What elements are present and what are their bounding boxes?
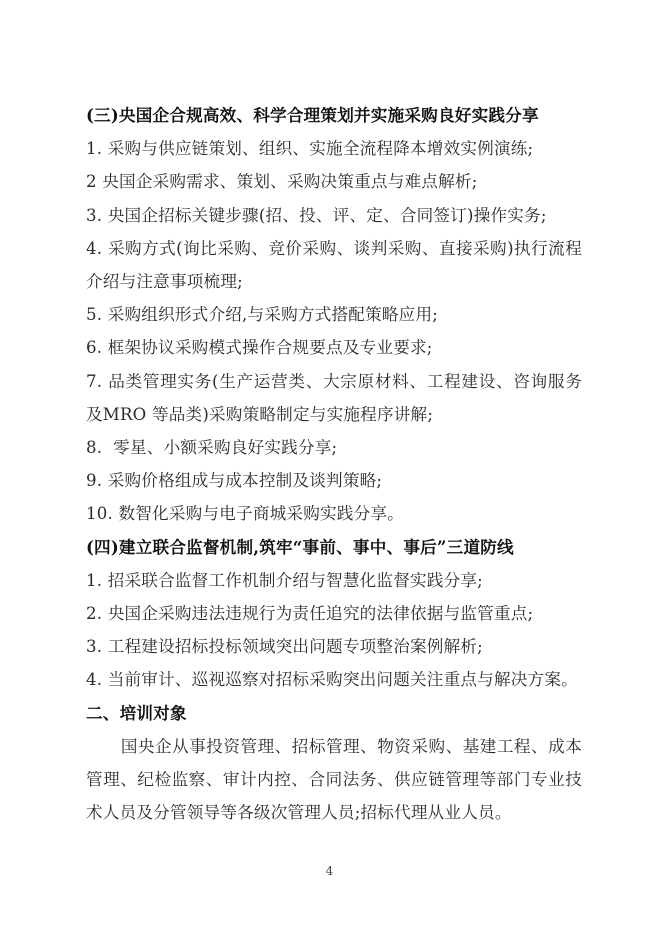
- section-heading-training-targets: 二、培训对象: [86, 702, 187, 723]
- document-body: [86, 99, 582, 829]
- list-item: 2. 央国企采购违法违规行为责任追究的法律依据与监管重点;: [86, 604, 534, 624]
- section-heading-3: (三)央国企合规高效、科学合理策划并实施采购良好实践分享: [86, 105, 539, 125]
- list-item: 2 央国企采购需求、策划、采购决策重点与难点解析;: [86, 172, 478, 192]
- list-item: 4. 采购方式(询比采购、竞价采购、谈判采购、直接采购)执行流程介绍与注意事项梳理;: [86, 238, 582, 292]
- list-item: 1. 招采联合监督工作机制介绍与智慧化监督实践分享;: [86, 570, 483, 590]
- section-heading-4: (四)建立联合监督机制,筑牢“事前、事中、事后”三道防线: [86, 536, 514, 557]
- list-item: 3. 央国企招标关键步骤(招、投、评、定、合同签订)操作实务;: [86, 205, 547, 225]
- list-item: 10. 数智化采购与电子商城采购实践分享。: [86, 504, 404, 524]
- list-item: 6. 框架协议采购模式操作合规要点及专业要求;: [86, 338, 433, 358]
- paragraph-training-targets: 国央企从事投资管理、招标管理、物资采购、基建工程、成本管理、纪检监察、审计内控、合同法务、供应链管理等部门专业技术人员及分管领导等各级次管理人员;招标代理从业人员。: [86, 736, 582, 823]
- list-item: 9. 采购价格组成与成本控制及谈判策略;: [86, 471, 383, 491]
- list-item: 1. 采购与供应链策划、组织、实施全流程降本增效实例演练;: [86, 139, 534, 159]
- list-item: 3. 工程建设招标投标领域突出问题专项整治案例解析;: [86, 637, 483, 657]
- list-item: 4. 当前审计、巡视巡察对招标采购突出问题关注重点与解决方案。: [86, 670, 578, 690]
- page-number: 4: [325, 864, 334, 878]
- list-item: 5. 采购组织形式介绍,与采购方式搭配策略应用;: [86, 305, 439, 325]
- list-item: 8. 零星、小额采购良好实践分享;: [86, 438, 338, 458]
- list-item: 7. 品类管理实务(生产运营类、大宗原材料、工程建设、咨询服务及MRO 等品类)采购策略制定与实施程序讲解;: [86, 371, 582, 424]
